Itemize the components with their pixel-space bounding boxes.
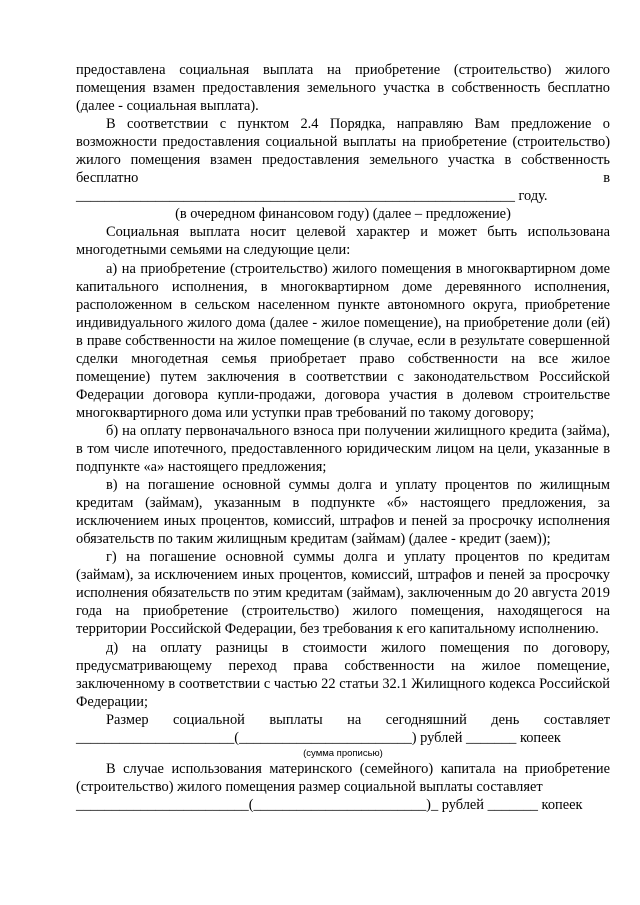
year-blank-line: _____________________________________________________________ году. xyxy=(76,188,548,205)
payment-size-text: Размер социальной выплаты на сегодняшний день составляет xyxy=(106,711,610,728)
year-caption: (в очередном финансовом году) (далее – предложение) xyxy=(175,206,511,223)
item-d: д) на оплату разницы в стоимости жилого помещения по договору, предусматривающему переход права собственности на жилое помещение, заключенному в соответствии с частью 22 статьи 32.1 Жилищного кодекса Российской Федерации; xyxy=(76,639,610,710)
maternity-capital-blank: ________________________(________________________)_ рублей _______ копеек xyxy=(76,796,583,813)
item-g: г) на погашение основной суммы долга и уплату процентов по кредитам (займам), за исключением иных процентов, комиссий, штрафов и пеней за просрочку исполнения обязательств по этим кредитам (займам), заключенным до 20 августа 2019 года на приобретение (строительство) жилого помещения, находящегося на территории Российской Федерации, без требования к его капитальному исполнению. xyxy=(76,549,610,638)
paragraph-intro: предоставлена социальная выплата на приобретение (строительство) жилого помещения взамен предоставления земельного участка в собственность бесплатно (далее - социальная выплата). xyxy=(76,62,610,115)
payment-size-blank: ______________________(________________________) рублей _______ копеек xyxy=(76,729,561,746)
document-page xyxy=(76,61,610,814)
item-v: в) на погашение основной суммы долга и уплату процентов по жилищным кредитам (займам), указанным в подпункте «б» настоящего предложения, за исключением иных процентов, комиссий, штрафов и пеней за просрочку исполнения обязательств по таким жилищным кредитам (займам) (далее - кредит (заем)); xyxy=(76,477,610,548)
paragraph-offer: В соответствии с пунктом 2.4 Порядка, направляю Вам предложение о возможности предоставления социальной выплаты на приобретение (строительство) жилого помещения взамен предоставления земельного участка в собственность бесплатно в xyxy=(76,116,610,187)
paragraph-purpose: Социальная выплата носит целевой характер и может быть использована многодетными семьями на следующие цели: xyxy=(76,224,610,259)
item-a: а) на приобретение (строительство) жилого помещения в многоквартирном доме капитального исполнения, в многоквартирном доме деревянного исполнения, расположенном в сельском населенном пункте автономного округа, приобретение индивидуального жилого дома (далее - жилое помещение), на приобретение доли (ей) в праве собственности на жилое помещение (в случае, если в результате совершенной сделки многодетная семья приобретает право собственности на все жилое помещение) путем заключения в соответствии с законодательством Российской Федерации договора купли-продажи, договора участия в долевом строительстве многоквартирного дома или уступки прав требований по такому договору; xyxy=(76,260,610,421)
amount-in-words-caption: (сумма прописью) xyxy=(303,747,383,759)
maternity-capital-text: В случае использования материнского (семейного) капитала на приобретение (строительство) жилого помещения размер социальной выплаты составляет xyxy=(76,760,610,795)
item-b: б) на оплату первоначального взноса при получении жилищного кредита (займа), в том числе ипотечного, предоставленного юридическим лицом на цели, указанные в подпункте «а» настоящего предложения; xyxy=(76,422,610,476)
